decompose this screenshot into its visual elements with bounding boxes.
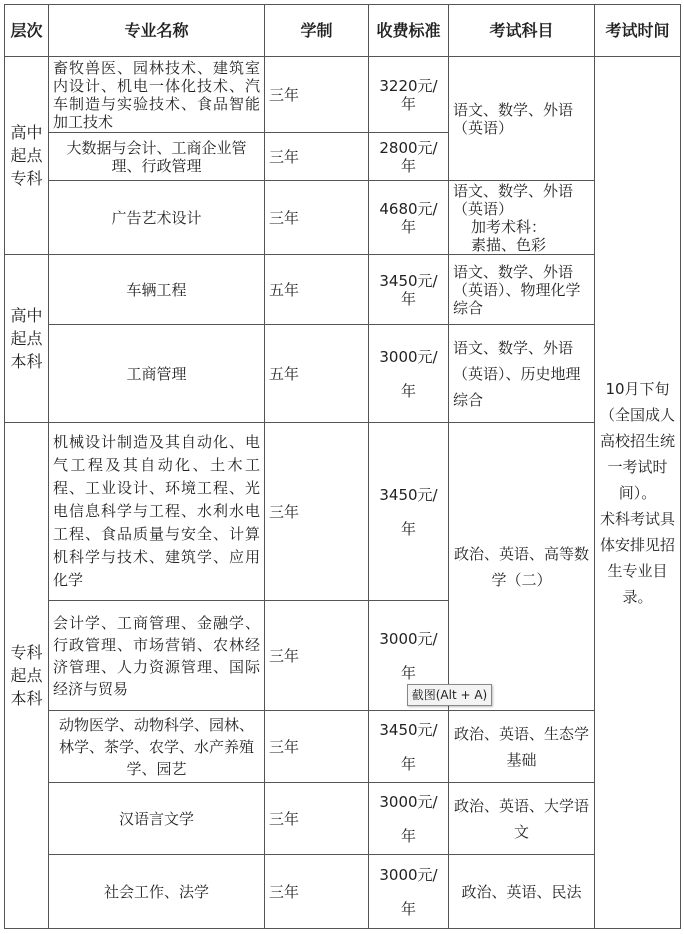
subjects-text: 语文、数学、外语（英语） [453, 181, 574, 218]
major-cell: 大数据与会计、工商企业管理、行政管理 [49, 133, 265, 181]
table-row [5, 325, 681, 423]
header-subjects: 考试科目 [449, 5, 595, 57]
exam-time-main: 10月下旬（全国成人高校招生统一考试时间）。 [599, 379, 675, 502]
fee-cell: 3000元/年 [369, 783, 449, 855]
major-cell: 汉语言文学 [49, 783, 265, 855]
major-cell: 广告艺术设计 [49, 181, 265, 255]
exam-time-cell [595, 57, 681, 929]
level-label: 专科起点本科 [10, 643, 43, 708]
major-cell: 工商管理 [49, 325, 265, 423]
table-row [5, 181, 681, 255]
duration-cell: 三年 [265, 423, 369, 601]
duration-cell: 三年 [265, 711, 369, 783]
level-label: 高中起点专科 [10, 123, 43, 188]
header-duration: 学制 [265, 5, 369, 57]
subjects-cell [449, 181, 595, 255]
header-exam-time: 考试时间 [595, 5, 681, 57]
major-cell: 社会工作、法学 [49, 855, 265, 929]
table-row [5, 855, 681, 929]
fee-cell: 3450元/年 [369, 423, 449, 601]
header-row [5, 5, 681, 57]
subjects-cell: 语文、数学、外语（英语）、物理化学综合 [449, 255, 595, 325]
header-major: 专业名称 [49, 5, 265, 57]
major-cell: 会计学、工商管理、金融学、行政管理、市场营销、农林经济管理、人力资源管理、国际经济与贸易 [49, 601, 265, 711]
duration-cell: 三年 [265, 57, 369, 133]
level-cell [5, 423, 49, 929]
major-cell: 畜牧兽医、园林技术、建筑室内设计、机电一体化技术、汽车制造与实验技术、食品智能加工技术 [49, 57, 265, 133]
fee-cell: 4680元/年 [369, 181, 449, 255]
exam-time-note: 术科考试具体安排见招生专业目录。 [599, 509, 675, 606]
duration-cell: 五年 [265, 325, 369, 423]
duration-cell: 三年 [265, 181, 369, 255]
duration-cell: 三年 [265, 855, 369, 929]
subjects-cell: 政治、英语、高等数学（二） [449, 423, 595, 711]
table-row [5, 57, 681, 133]
level-label: 高中起点本科 [10, 306, 43, 371]
header-level: 层次 [5, 5, 49, 57]
header-fee: 收费标准 [369, 5, 449, 57]
duration-cell: 三年 [265, 601, 369, 711]
major-cell: 机械设计制造及其自动化、电气工程及其自动化、土木工程、工业设计、环境工程、光电信息科学与工程、水利水电工程、食品质量与安全、计算机科学与技术、建筑学、应用化学 [49, 423, 265, 601]
subjects-cell: 政治、英语、大学语文 [449, 783, 595, 855]
major-cell: 动物医学、动物科学、园林、林学、茶学、农学、水产养殖学、园艺 [49, 711, 265, 783]
extra-exam-subjects: 素描、色彩 [471, 235, 547, 254]
extra-exam-title: 加考术科： [471, 217, 547, 236]
level-cell [5, 57, 49, 255]
fee-cell: 3000元/年 [369, 601, 449, 711]
fee-cell: 3450元/年 [369, 255, 449, 325]
table-row [5, 423, 681, 601]
duration-cell: 五年 [265, 255, 369, 325]
fee-cell: 3000元/年 [369, 325, 449, 423]
fee-cell: 3220元/年 [369, 57, 449, 133]
subjects-cell: 语文、数学、外语（英语） [449, 57, 595, 181]
subjects-cell: 政治、英语、生态学基础 [449, 711, 595, 783]
subjects-cell: 语文、数学、外语（英语）、历史地理综合 [449, 325, 595, 423]
admission-table [4, 4, 681, 929]
table-row [5, 783, 681, 855]
fee-cell: 3000元/年 [369, 855, 449, 929]
table-row [5, 711, 681, 783]
duration-cell: 三年 [265, 133, 369, 181]
screenshot-tooltip: 截图(Alt + A) [407, 684, 492, 706]
level-cell [5, 255, 49, 423]
fee-cell: 2800元/年 [369, 133, 449, 181]
duration-cell: 三年 [265, 783, 369, 855]
subjects-cell: 政治、英语、民法 [449, 855, 595, 929]
major-cell: 车辆工程 [49, 255, 265, 325]
table-row [5, 255, 681, 325]
fee-cell: 3450元/年 [369, 711, 449, 783]
